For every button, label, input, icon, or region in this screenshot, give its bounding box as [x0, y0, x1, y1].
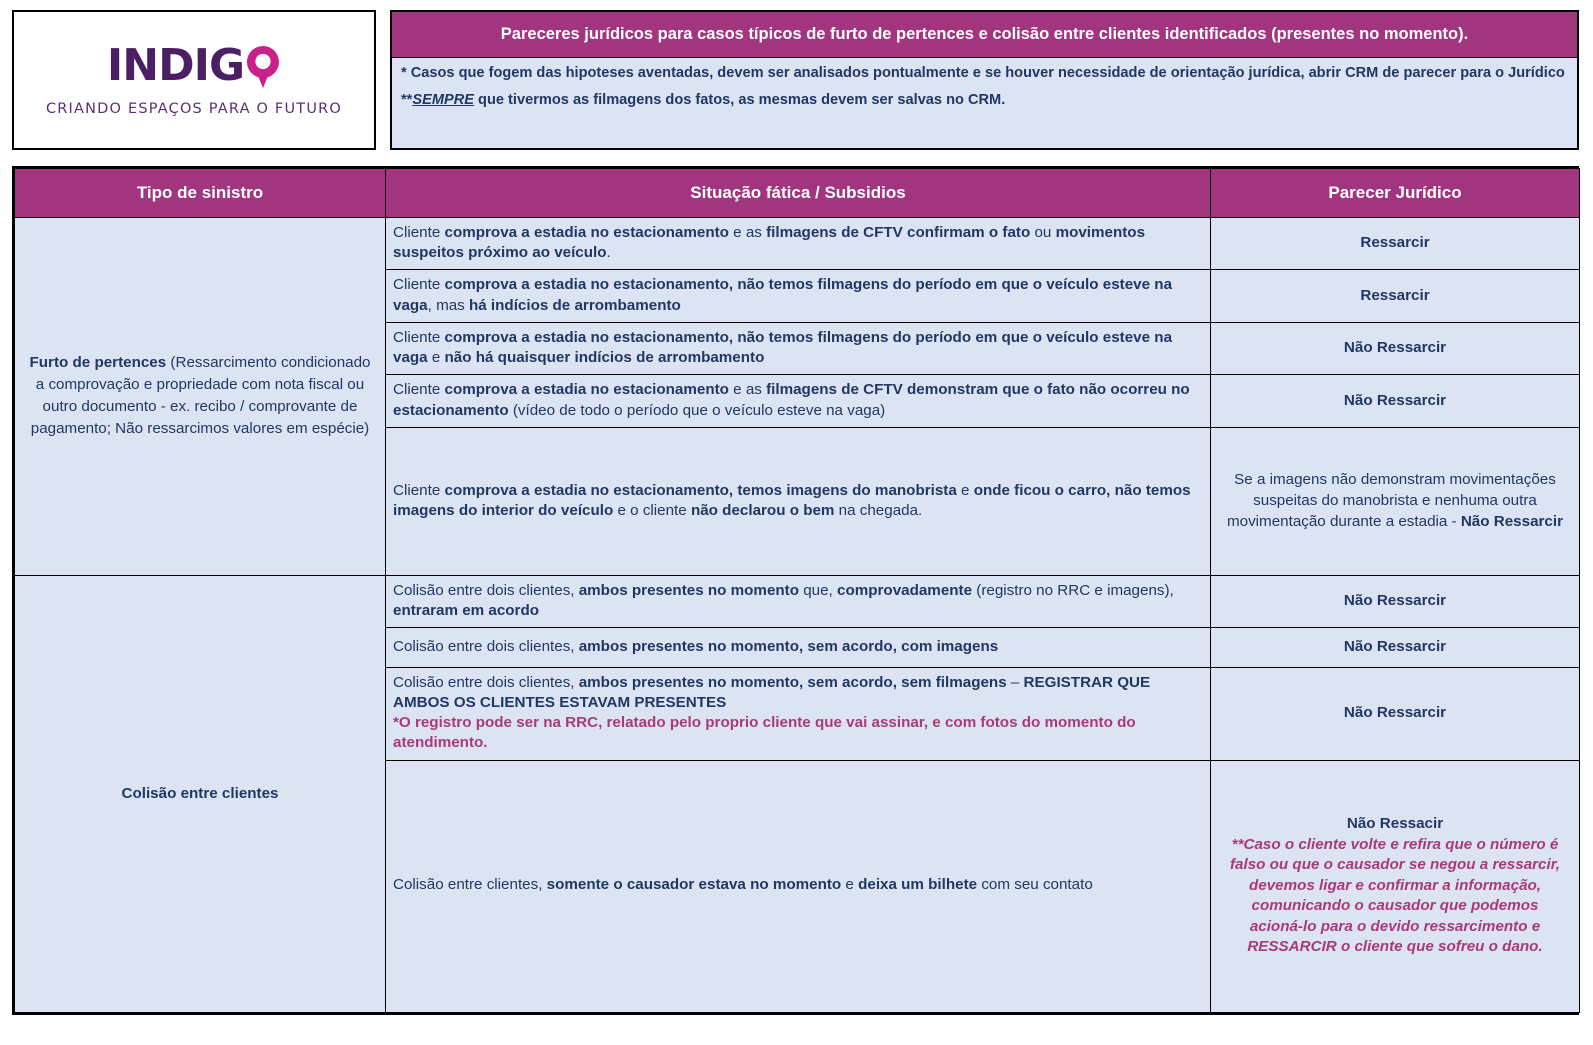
table-header-row	[15, 169, 1580, 218]
banner-title: Pareceres jurídicos para casos típicos de furto de pertences e colisão entre clientes identificados (presentes no momento).	[392, 12, 1577, 58]
table-head	[15, 169, 1580, 218]
parecer-cell-colisao-2: Não Ressarcir	[1211, 628, 1580, 668]
txt: Colisão entre dois clientes,	[393, 673, 579, 691]
txt-bold: REGISTRAR QUE AMBOS OS CLIENTES ESTAVAM PRESENTES	[393, 673, 1151, 711]
logo-text: INDIG	[106, 39, 245, 91]
txt: Cliente	[393, 381, 445, 399]
logo-box	[12, 10, 376, 150]
txt-bold: não declarou o bem	[690, 501, 835, 519]
logo-wordmark	[106, 39, 281, 91]
category-colisao-label: Colisão entre clientes	[121, 784, 279, 802]
txt: (registro no RRC e imagens),	[972, 581, 1174, 599]
category-cell-colisao	[15, 575, 386, 1012]
situacao-cell-furto-5	[386, 427, 1211, 575]
txt-bold: deixa um bilhete	[858, 876, 978, 894]
txt: e	[841, 876, 859, 894]
logo-tagline: CRIANDO ESPAÇOS PARA O FUTURO	[45, 100, 343, 117]
table-row	[15, 575, 1580, 627]
header-situacao-fatica: Situação fática / Subsidios	[386, 169, 1211, 218]
note-2-prefix: **	[401, 92, 413, 109]
txt-bold: há indícios de arrombamento	[468, 296, 681, 314]
parecer-colisao-4-head: Não Ressacir	[1346, 815, 1444, 833]
txt-bold: Não Ressarcir	[1460, 512, 1563, 530]
note-2-rest: que tivermos as filmagens dos fatos, as mesmas devem ser salvas no CRM.	[474, 92, 1006, 109]
header-band	[12, 10, 1579, 150]
txt-bold: filmagens de CFTV demonstram que o fato não ocorreu no estacionamento	[393, 381, 1190, 419]
category-furto-bold: Furto de pertences	[29, 354, 167, 372]
note-2-emphasis: SEMPRE	[412, 92, 474, 109]
situacao-cell-furto-4	[386, 375, 1211, 427]
txt-bold: comprova a estadia no estacionamento, temos imagens do manobrista	[444, 481, 957, 499]
parecer-cell-furto-1: Ressarcir	[1211, 218, 1580, 270]
txt: Colisão entre clientes,	[393, 876, 547, 894]
banner-column	[390, 10, 1579, 150]
txt: e	[956, 481, 974, 499]
txt-bold: filmagens de CFTV confirmam o fato	[766, 224, 1031, 241]
txt-bold: comprova a estadia no estacionamento	[444, 381, 729, 399]
txt: Colisão entre dois clientes,	[393, 637, 579, 655]
situacao-cell-colisao-3	[386, 667, 1211, 760]
txt-bold: ambos presentes no momento, sem acordo, sem filmagens	[578, 673, 1007, 691]
txt: .	[606, 244, 611, 262]
header-parecer-juridico: Parecer Jurídico	[1211, 169, 1580, 218]
txt-bold: entraram em acordo	[393, 601, 540, 619]
category-furto-rest: (Ressarcimento condicionado a comprovação e propriedade com nota fiscal ou outro documento - ex. recibo / comprovante de pagamento; Não ressarcimos valores em espécie)	[30, 354, 371, 438]
note-line-2	[401, 91, 1568, 110]
table-body	[15, 218, 1580, 1013]
parecer-colisao-4-note: **Caso o cliente volte e refira que o número é falso ou que o causador se negou a ressarcir, devemos ligar e confirmar a informação, comunicando o causador que podemos acioná-lo para o devido ressarcimento e RESSARCIR o cliente que sofreu o dano.	[1229, 835, 1561, 956]
parecer-cell-furto-5	[1211, 427, 1580, 575]
txt: ou	[1030, 224, 1056, 241]
parecer-cell-furto-4: Não Ressarcir	[1211, 375, 1580, 427]
parecer-cell-furto-3: Não Ressarcir	[1211, 322, 1580, 374]
txt-bold: não há quaisquer indícios de arrombamento	[444, 349, 765, 367]
txt: Se a imagens não demonstram movimentações suspeitas do manobrista e nenhuma outra movimentação durante a estadia -	[1226, 471, 1556, 530]
txt: e as	[728, 381, 767, 399]
header-tipo-de-sinistro: Tipo de sinistro	[15, 169, 386, 218]
txt: Cliente	[393, 224, 445, 241]
parecer-cell-colisao-4	[1211, 760, 1580, 1012]
situacao-cell-colisao-2	[386, 628, 1211, 668]
matrix-table	[14, 168, 1580, 1013]
txt-bold: comprova a estadia no estacionamento, não temos filmagens do período em que o veículo esteve na vaga	[393, 328, 1173, 367]
txt-bold: onde ficou o carro, não temos imagens do interior do veículo	[393, 481, 1191, 519]
txt: , mas	[427, 296, 469, 314]
txt: Cliente	[393, 276, 445, 294]
txt-bold: ambos presentes no momento	[578, 581, 799, 599]
txt: que,	[799, 581, 837, 599]
txt-bold: somente o causador estava no momento	[546, 876, 842, 894]
txt-bold: ambos presentes no momento, sem acordo, com imagens	[578, 637, 999, 655]
txt: e	[427, 349, 445, 367]
txt: Colisão entre dois clientes,	[393, 581, 579, 599]
situacao-cell-colisao-1	[386, 575, 1211, 627]
situacao-cell-furto-2	[386, 270, 1211, 322]
txt: Cliente	[393, 328, 445, 346]
matrix-table-wrapper	[12, 166, 1579, 1015]
txt: e as	[728, 224, 767, 241]
note-line-1: * Casos que fogem das hipoteses aventadas, devem ser analisados pontualmente e se houver necessidade de orientação jurídica, abrir CRM de parecer para o Jurídico	[401, 64, 1565, 81]
txt-bold: comprova a estadia no estacionamento, não temos filmagens do período em que o veículo esteve na vaga	[393, 276, 1173, 314]
category-cell-furto	[15, 218, 386, 576]
txt-bold: comprova a estadia no estacionamento	[444, 224, 729, 241]
txt: Cliente	[393, 481, 445, 499]
situacao-cell-furto-3	[386, 322, 1211, 374]
parecer-cell-furto-2: Ressarcir	[1211, 270, 1580, 322]
situacao-cell-colisao-4	[386, 760, 1211, 1012]
parecer-cell-colisao-1: Não Ressarcir	[1211, 575, 1580, 627]
parecer-cell-colisao-3: Não Ressarcir	[1211, 667, 1580, 760]
txt-bold: comprovadamente	[837, 581, 973, 599]
txt: –	[1006, 673, 1024, 691]
document-page	[0, 10, 1593, 1045]
txt: na chegada.	[834, 501, 923, 519]
txt-bold: movimentos suspeitos próximo ao veículo	[393, 224, 1146, 262]
table-row	[15, 218, 1580, 270]
txt: com seu contato	[977, 876, 1093, 894]
location-pin-icon	[245, 44, 281, 88]
banner-notes	[392, 58, 1577, 148]
txt: e o cliente	[613, 501, 691, 519]
txt: (vídeo de todo o período que o veículo esteve na vaga)	[508, 401, 886, 419]
situacao-colisao-3-pink-note: *O registro pode ser na RRC, relatado pelo proprio cliente que vai assinar, e com fotos do momento do atendimento.	[393, 714, 1136, 752]
situacao-cell-furto-1	[386, 218, 1211, 270]
